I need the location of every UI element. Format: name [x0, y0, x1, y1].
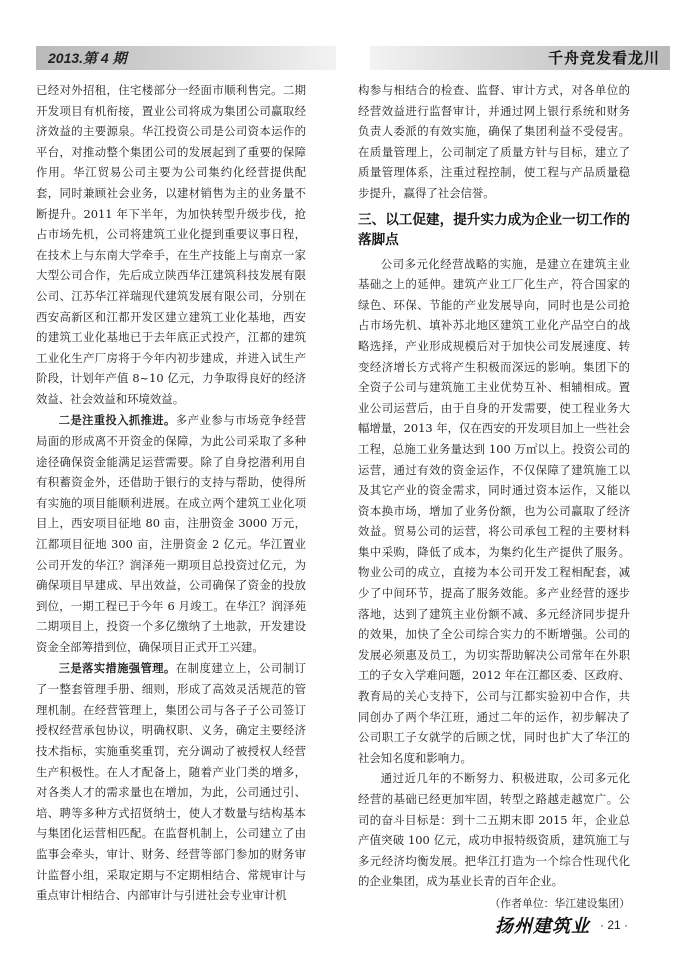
author-affiliation: （作者单位：华江建设集团）	[489, 896, 630, 910]
paragraph: 通过近几年的不断努力、积极进取，公司多元化经营的基础已经更加牢固，转型之路越走越宽广。公司的奋斗目标是：到十二五期末即 2015 年，企业总产值突破 100 亿元，成功申报特级资质，建筑施工与多元经济均衡发展。把华江打造为一个综合性现代化的企业集团，成为基业长青的百年企业。	[358, 771, 630, 889]
paragraph	[36, 410, 306, 658]
page-header	[36, 46, 670, 70]
paragraph	[36, 658, 306, 906]
paragraph-text: 在制度建立上，公司制订了一整套管理手册、细则，形成了高效灵活规范的管理机制。在经营管理上，集团公司与各子子公司签订授权经营承包协议，明确权职、义务，确定主要经济技术指标，实施重奖重罚，充分调动了被授权人经营生产积极性。在人才配备上，随着产业门类的增多，对各类人才的需求量也在增加，为此，公司通过引、培、聘等多种方式招贤纳士，使人才数量与结构基本与集团化运营相匹配。在监督机制上，公司建立了由监事会牵头，审计、财务、经营等部门参加的财务审计监督小组，采取定期与不定期相结合、常规审计与重点审计相结合、内部审计与引进社会专业审计机	[36, 660, 306, 903]
paragraph-lead: 三是落实措施强管理。	[58, 661, 176, 675]
section-heading: 三、以工促建，提升实力成为企业一切工作的落脚点	[358, 211, 630, 248]
issue-label: 2013.第 4 期	[36, 46, 336, 70]
paragraph-lead: 二是注重投入抓推进。	[58, 413, 176, 427]
paragraph: 构参与相结合的检查、监督、审计方式，对各单位的经营效益进行监督审计，并通过网上银行系统和财务负责人委派的有效实施，确保了集团利益不受侵害。在质量管理上，公司制定了质量方针与目标，建立了质量管理体系，注重过程控制，使工程与产品质量稳步提升，赢得了社会信誉。	[358, 83, 630, 200]
page-footer	[495, 912, 628, 938]
page-number: · 21 ·	[599, 918, 628, 932]
paragraph-text: 多产业参与市场竞争经营局面的形成离不开资金的保障，为此公司采取了多种途径确保资金能满足运营需要。除了自身挖潜利用自有积蓄资金外，还借助于银行的支持与帮助，使得所有实施的项目能顺利进展。在成立两个建筑工业化项目上，西安项目征地 80 亩，注册资金 3000 万元，江都项目征地 300 亩，注册资金 2 亿元。华江置业公司开发的华江？润泽苑一期项目总投资过亿元，为确保项目早建成、早出效益，公司确保了资金的投放到位，一期工程已于今年 6 月竣工。在华江？润泽苑二期项目上，投资一个多亿缴纳了土地款，开发建设资金全部筹措到位，确保项目正式开工兴建。	[36, 412, 306, 655]
paragraph: 公司多元化经营战略的实施，是建立在建筑主业基础之上的延伸。建筑产业工厂化生产，符合国家的绿色、环保、节能的产业发展导向，同时也是公司抢占市场先机、填补苏北地区建筑工业化产品空白的战略选择，产业形成规模后对于加快公司发展速度、转变经济增长方式将产生积极而深远的影响。集团下的全资子公司与建筑施工主业优势互补、相辅相成。置业公司运营后，由于自身的开发需要，使工程业务大幅增量，2013 年，仅在西安的开发项目加上一些社会工程，总施工业务量达到 100 万㎡以上。投资公司的运营，通过有效的资金运作，不仅保障了建筑施工以及其它产业的资金需求，同时通过资本运作，又能以资本换市场，增加了业务份额，也为公司赢取了经济效益。贸易公司的运营，将公司承包工程的主要材料集中采购，降低了成本，为集约化生产提供了服务。物业公司的成立，直接为本公司开发工程相配套，减少了中间环节，提高了服务效能。多产业经营的逐步落地，达到了建筑主业份额不减、多元经济同步提升的效果，加快了全公司综合实力的不断增强。公司的发展必须惠及员工，为切实帮助解决公司常年在外职工的子女入学难问题，2012 年在江都区委、区政府、教育局的关心支持下，公司与江都实验初中合作，共同创办了两个华江班，通过二年的运作，初步解决了公司职工子女就学的后顾之忧，同时也扩大了华江的社会知名度和影响力。	[358, 256, 630, 765]
magazine-logo: 扬州建筑业	[494, 916, 590, 937]
paragraph: 已经对外招租，住宅楼部分一经面市顺利售完。二期开发项目有机衔接，置业公司将成为集团公司赢取经济效益的主要源泉。华江投资公司是公司资本运作的平台，对推动整个集团公司的发展起到了重要的保障作用。华江贸易公司主要为公司集约化经营提供配套，同时兼顾社会业务，以建材销售为主的业务量不断提升。2011 年下半年，为加快转型升级步伐，抢占市场先机，公司将建筑工业化提到重要议事日程，在技术上与东南大学牵手，在生产技能上与南京一家大型公司合作，先后成立陕西华江建筑科技发展有限公司、江苏华江祥瑞现代建筑发展有限公司，分别在西安高新区和江都开发区建立建筑工业化基地，西安的建筑工业化基地已于去年底正式投产，江都的建筑工业化生产厂房将于今年内初步建成，并进入试生产阶段，计划年产值 8~10 亿元，力争取得良好的经济效益、社会效益和环境效益。	[36, 83, 306, 406]
column-title: 千舟竞发看龙川	[370, 46, 670, 70]
right-column	[358, 80, 630, 915]
left-column	[36, 80, 306, 906]
